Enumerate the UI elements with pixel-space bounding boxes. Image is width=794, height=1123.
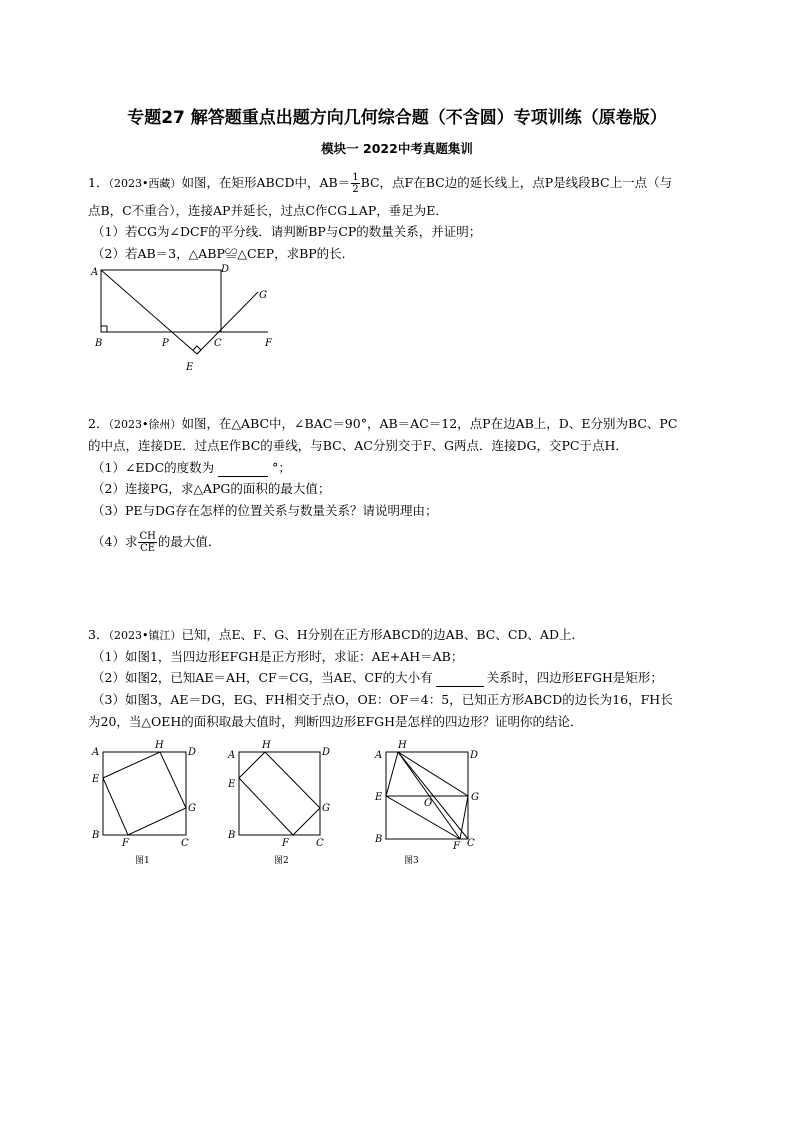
fig2-label-c: C bbox=[316, 838, 324, 849]
page-title: 专题27 解答题重点出题方向几何综合题（不含圆）专项训练（原卷版） bbox=[127, 108, 667, 128]
fraction-numerator: 1 bbox=[352, 172, 359, 183]
label-b: B bbox=[95, 338, 103, 349]
figure-3 bbox=[386, 752, 468, 839]
fig1-label-a: A bbox=[92, 747, 100, 758]
fig3-label-f: F bbox=[453, 841, 460, 852]
problem-2-line-2: 的中点，连接DE．过点E作BC的垂线，与BC、AC分别交于F、G两点．连接DG，交PC于点H． bbox=[88, 438, 628, 453]
problem-2-part-2: （2）连接PG，求△APG的面积的最大值； bbox=[92, 481, 331, 496]
problem-2-part-3: （3）PE与DG存在怎样的位置关系与数量关系？请说明理由； bbox=[92, 503, 438, 518]
problem-3-stem-1: 已知，点E、F、G、H分别在正方形ABCD的边AB、BC、CD、AD上． bbox=[181, 627, 584, 642]
fig3-label-b: B bbox=[375, 834, 383, 845]
problem-1-stem-a: 如图，在矩形ABCD中，AB＝ bbox=[181, 175, 351, 190]
fig2-square-abcd bbox=[239, 752, 320, 835]
problem-2-part-1-unit: °； bbox=[272, 460, 291, 475]
fig1-caption: 图1 bbox=[135, 856, 150, 866]
fig3-label-c: C bbox=[467, 838, 475, 849]
problem-1-stem-b: BC，点F在BC边的延长线上，点P是线段BC上一点（与 bbox=[360, 175, 673, 190]
fig1-label-b: B bbox=[92, 830, 100, 841]
label-d: D bbox=[221, 264, 230, 275]
fig2-label-d: D bbox=[322, 747, 331, 758]
problem-1-line-2: 点B，C不重合），连接AP并延长，过点C作CG⊥AP，垂足为E． bbox=[88, 203, 448, 218]
fig1-label-f: F bbox=[122, 838, 129, 849]
problem-1-part-1: （1）若CG为∠DCF的平分线．请判断BP与CP的数量关系，并证明； bbox=[92, 224, 482, 239]
fig3-label-o: O bbox=[424, 798, 433, 809]
fraction-numerator: CH bbox=[139, 531, 156, 542]
problem-3-part-3-line-2: 为20，当△OEH的面积取最大值时，判断四边形EFGH是怎样的四边形？证明你的结论． bbox=[88, 714, 583, 729]
problem-2-part-4-text-b: 的最大值． bbox=[157, 534, 221, 549]
fig2-rectangle-efgh bbox=[239, 752, 320, 835]
problem-3-part-2-text-b: 关系时，四边形EFGH是矩形； bbox=[486, 670, 663, 685]
fig2-label-h: H bbox=[262, 740, 271, 751]
problem-1-source: （2023•西藏） bbox=[108, 177, 182, 190]
fig1-label-d: D bbox=[188, 747, 197, 758]
figure-1 bbox=[103, 752, 186, 835]
fig1-label-h: H bbox=[155, 740, 164, 751]
fig3-caption: 图3 bbox=[404, 856, 419, 866]
fraction-denominator: 2 bbox=[352, 184, 359, 195]
problem-2-source: （2023•徐州） bbox=[108, 418, 182, 431]
fig3-label-e: E bbox=[375, 792, 383, 803]
fig1-label-g: G bbox=[188, 803, 196, 814]
problem-1-part-2: （2）若AB＝3，△ABP≌△CEP，求BP的长． bbox=[92, 246, 355, 261]
problem-3-part-1: （1）如图1，当四边形EFGH是正方形时，求证：AE+AH＝AB； bbox=[92, 649, 464, 664]
fig2-label-g: G bbox=[322, 803, 330, 814]
label-c: C bbox=[214, 338, 222, 349]
fig1-label-c: C bbox=[181, 838, 189, 849]
problem-3-number: 3． bbox=[88, 627, 109, 642]
fig2-label-b: B bbox=[228, 830, 236, 841]
problem-3-part-3-line-1: （3）如图3，AE＝DG，EG、FH相交于点O，OE：OF＝4：5，已知正方形ABCD的边长为16，FH长 bbox=[92, 692, 673, 707]
label-a: A bbox=[91, 267, 99, 278]
fig2-label-f: F bbox=[282, 838, 289, 849]
problem-2-stem-1: 如图，在△ABC中，∠BAC＝90°，AB＝AC＝12，点P在边AB上，D、E分别为BC、PC bbox=[181, 416, 678, 431]
fig1-square-efgh bbox=[103, 752, 186, 835]
fig1-label-e: E bbox=[92, 774, 100, 785]
figure-2 bbox=[239, 752, 320, 835]
problem-2-number: 2． bbox=[88, 416, 109, 431]
fig3-label-d: D bbox=[470, 750, 479, 761]
fig3-label-a: A bbox=[375, 750, 383, 761]
label-g: G bbox=[259, 290, 267, 301]
fig2-label-a: A bbox=[228, 750, 236, 761]
problem-3-source: （2023•镇江） bbox=[108, 629, 182, 642]
problem-3-part-2-text-a: （2）如图2，已知AE＝AH，CF＝CG，当AE、CF的大小有 bbox=[92, 670, 433, 685]
problem-1-number: 1． bbox=[88, 175, 109, 190]
fig3-label-g: G bbox=[471, 792, 479, 803]
problem-2-part-4-text-a: （4）求 bbox=[92, 534, 138, 549]
fig1-square-abcd bbox=[103, 752, 186, 835]
fig2-caption: 图2 bbox=[274, 856, 289, 866]
label-f: F bbox=[265, 338, 272, 349]
label-e: E bbox=[186, 362, 194, 373]
label-p: P bbox=[162, 338, 169, 349]
fig2-label-e: E bbox=[228, 779, 236, 790]
fraction-denominator: CE bbox=[140, 543, 156, 554]
fig3-label-h: H bbox=[398, 740, 407, 751]
problem-2-part-1-text: （1）∠EDC的度数为 bbox=[92, 460, 215, 475]
module-subtitle: 模块一 2022中考真题集训 bbox=[321, 141, 473, 156]
